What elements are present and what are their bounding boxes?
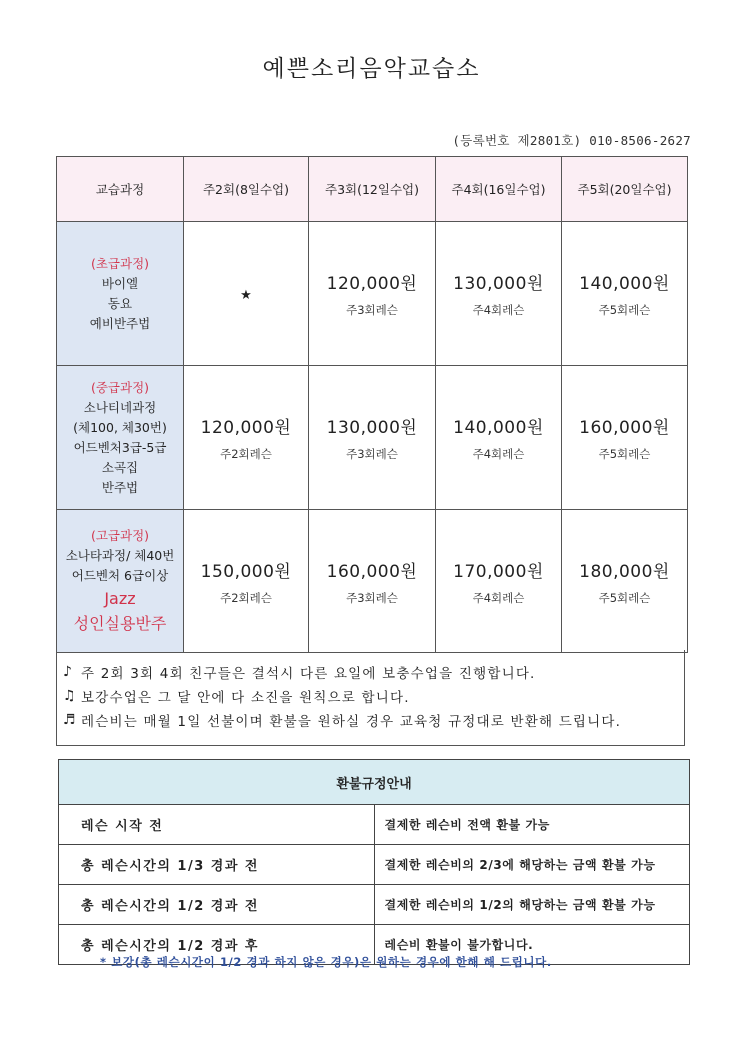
course-category: (고급과정) — [90, 528, 150, 543]
fee-cell — [184, 222, 309, 366]
note-text: 레슨비는 매월 1일 선불이며 환불을 원하실 경우 교육청 규정대로 반환해 드립니다. — [81, 714, 622, 730]
lesson-frequency: 주5회레슨 — [598, 590, 651, 605]
fee-cell — [309, 222, 436, 366]
course-highlight: Jazz — [104, 589, 136, 608]
header-three-weekly: 주3회(12일수업) — [309, 157, 436, 222]
fee-cell — [436, 366, 562, 510]
price: 160,000원 — [579, 418, 670, 438]
course-line: 바이엘 — [101, 275, 139, 291]
course-line: 예비반주법 — [89, 315, 151, 331]
fee-cell — [184, 510, 309, 653]
lesson-frequency: 주3회레슨 — [346, 447, 398, 461]
refund-row — [59, 845, 690, 885]
lesson-frequency: 주5회레슨 — [598, 447, 651, 461]
note-item — [57, 660, 684, 684]
fee-table-header-row — [57, 157, 688, 222]
music-note-icon: ♪ — [63, 664, 74, 680]
price: 130,000원 — [326, 418, 418, 438]
price: 180,000원 — [579, 561, 670, 582]
course-category: (중급과정) — [90, 379, 150, 395]
table-row-advanced — [57, 510, 688, 653]
course-beginner — [57, 222, 184, 366]
refund-condition: 레슨 시작 전 — [59, 805, 375, 845]
price: 160,000원 — [326, 561, 418, 582]
price: 170,000원 — [453, 561, 544, 582]
course-line: (체100, 체30번) — [73, 419, 167, 435]
table-row-intermediate — [57, 366, 688, 510]
course-line: 소나타과정/ 체40번 — [65, 548, 175, 563]
note-item — [57, 708, 684, 732]
fee-cell — [309, 510, 436, 653]
price: 140,000원 — [579, 274, 670, 294]
header-five-weekly: 주5회(20일수업) — [562, 157, 688, 222]
lesson-frequency: 주2회레슨 — [220, 447, 272, 461]
course-category: (초급과정) — [90, 255, 150, 271]
refund-condition: 총 레슨시간의 1/2 경과 전 — [59, 885, 375, 925]
lesson-frequency: 주4회레슨 — [472, 303, 525, 317]
course-line: 소나티네과정 — [83, 399, 157, 415]
price: 140,000원 — [453, 418, 544, 438]
star-mark: ★ — [240, 288, 252, 303]
fee-cell — [562, 222, 688, 366]
price: 150,000원 — [200, 561, 292, 582]
refund-title: 환불규정안내 — [59, 760, 690, 805]
refund-footnote: * 보강(총 레슨시간이 1/2 경과 하지 않은 경우)은 원하는 경우에 한해 해 드립니다. — [100, 955, 552, 969]
header-four-weekly: 주4회(16일수업) — [436, 157, 562, 222]
fee-cell — [184, 366, 309, 510]
refund-table — [58, 759, 690, 965]
course-advanced — [57, 510, 184, 653]
refund-row — [59, 885, 690, 925]
refund-policy: 레슨비 환불이 불가합니다. — [374, 925, 690, 965]
price: 120,000원 — [326, 274, 418, 294]
refund-policy: 결제한 레슨비의 2/3에 해당하는 금액 환불 가능 — [374, 845, 690, 885]
registration-info: (등록번호 제2801호) 010-8506-2627 — [452, 133, 691, 148]
course-line: 반주법 — [101, 479, 139, 495]
fee-table — [56, 156, 688, 653]
price: 130,000원 — [453, 274, 544, 294]
price: 120,000원 — [200, 418, 292, 438]
page-title: 예쁜소리음악교습소 — [262, 56, 481, 82]
course-intermediate — [57, 366, 184, 510]
course-line: 어드벤처3급-5급 — [73, 439, 167, 455]
notes-box — [56, 650, 685, 746]
course-line: 어드벤처 6급이상 — [71, 568, 169, 583]
note-item — [57, 684, 684, 708]
header-twice-weekly: 주2회(8일수업) — [184, 157, 309, 222]
sixteenth-notes-icon: ♬ — [63, 712, 77, 728]
note-text: 주 2회 3회 4회 친구들은 결석시 다른 요일에 보충수업을 진행합니다. — [81, 666, 536, 682]
beamed-notes-icon: ♫ — [63, 688, 77, 704]
refund-policy: 결제한 레슨비의 1/2의 해당하는 금액 환불 가능 — [374, 885, 690, 925]
course-highlight: 성인실용반주 — [73, 614, 167, 633]
course-line: 동요 — [107, 295, 133, 311]
refund-policy: 결제한 레슨비 전액 환불 가능 — [374, 805, 690, 845]
table-row-beginner — [57, 222, 688, 366]
refund-row — [59, 805, 690, 845]
lesson-frequency: 주4회레슨 — [472, 590, 525, 605]
lesson-frequency: 주2회레슨 — [220, 590, 272, 605]
fee-cell — [436, 510, 562, 653]
refund-condition: 총 레슨시간의 1/3 경과 전 — [59, 845, 375, 885]
lesson-frequency: 주4회레슨 — [472, 447, 525, 461]
lesson-frequency: 주3회레슨 — [346, 590, 398, 605]
header-course: 교습과정 — [57, 157, 184, 222]
refund-title-row — [59, 760, 690, 805]
lesson-frequency: 주5회레슨 — [598, 303, 651, 317]
refund-condition: 총 레슨시간의 1/2 경과 후 — [59, 925, 375, 965]
note-text: 보강수업은 그 달 안에 다 소진을 원칙으로 합니다. — [81, 690, 410, 706]
fee-cell — [309, 366, 436, 510]
fee-cell — [562, 366, 688, 510]
fee-cell — [436, 222, 562, 366]
course-line: 소곡집 — [101, 459, 139, 475]
lesson-frequency: 주3회레슨 — [346, 303, 398, 317]
fee-cell — [562, 510, 688, 653]
